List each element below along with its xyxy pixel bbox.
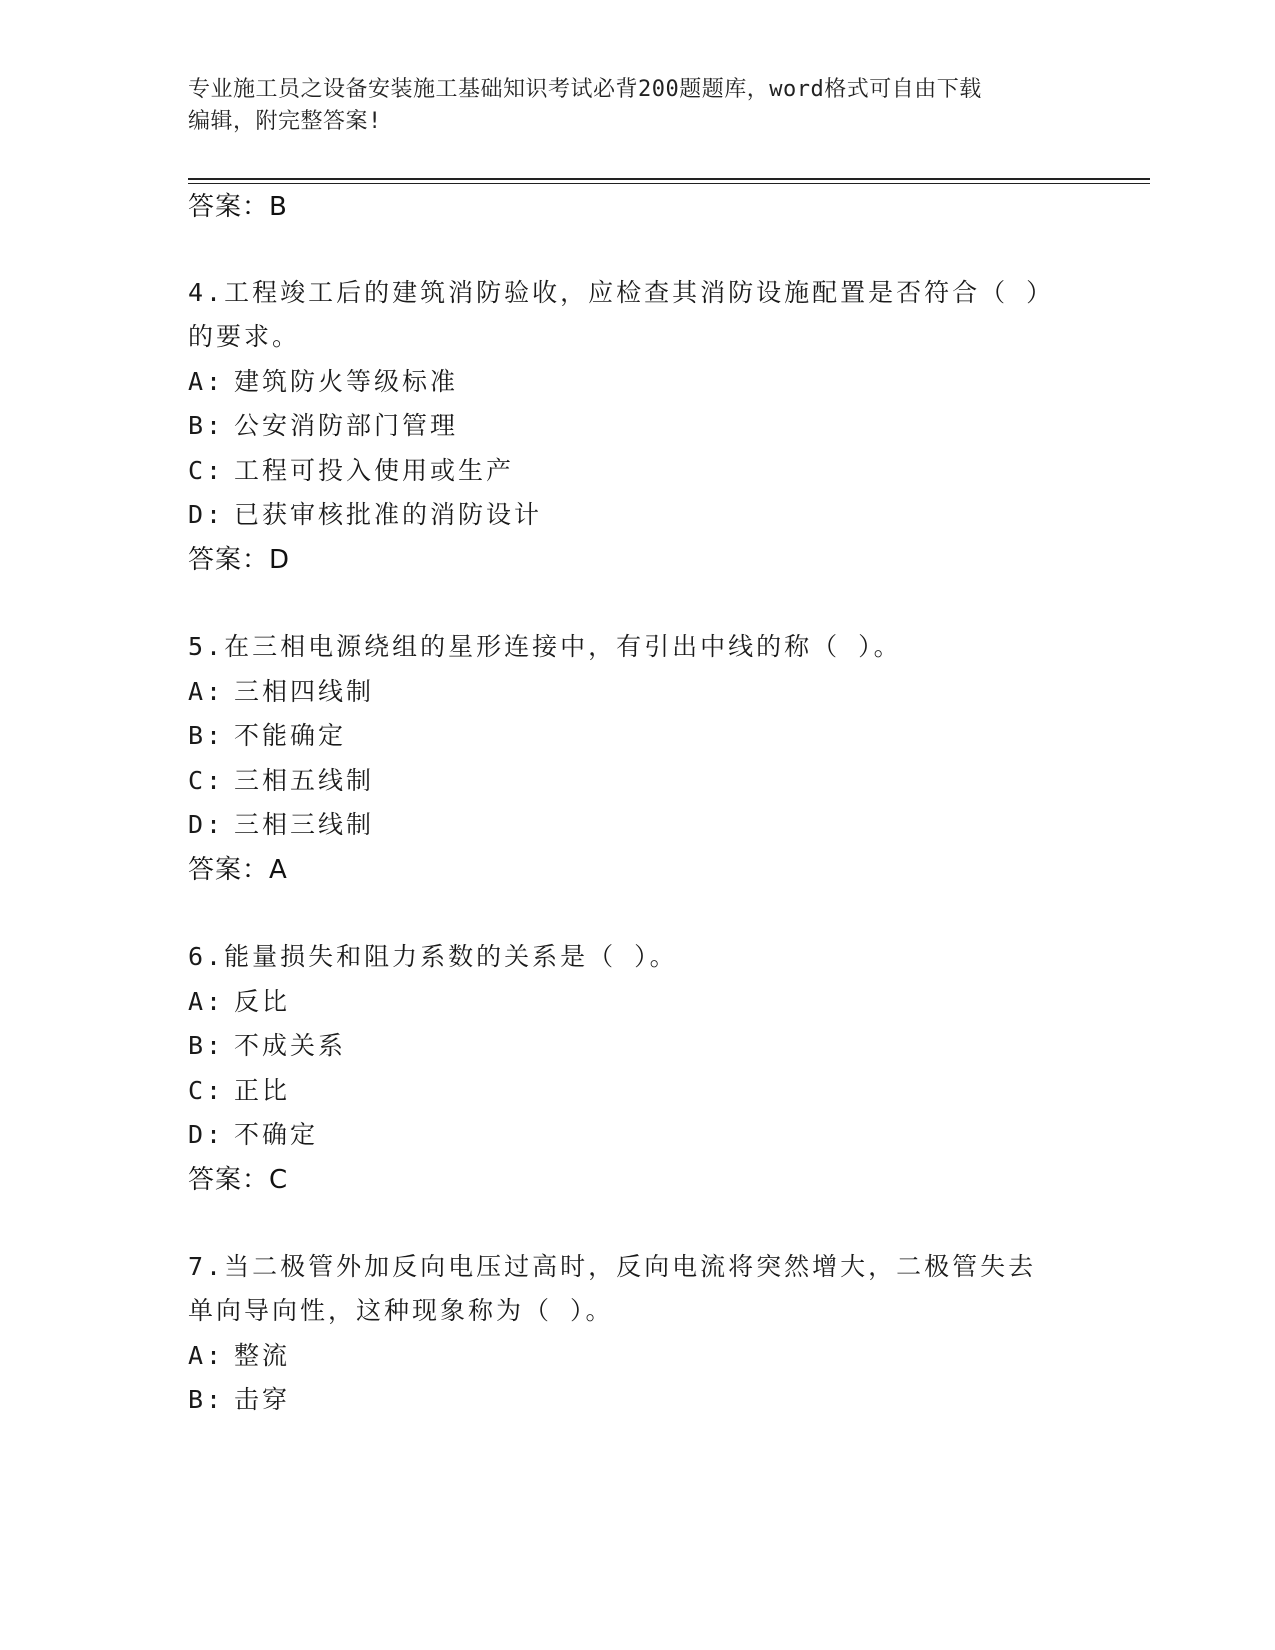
question-5-answer: 答案：A: [188, 855, 288, 885]
question-5-option-b: [188, 719, 346, 753]
question-5-option-c: [188, 764, 374, 798]
option-text: 三相四线制: [234, 677, 375, 706]
question-4-answer: 答案：D: [188, 545, 291, 575]
option-text: 不成关系: [234, 1031, 347, 1060]
option-key: A:: [188, 987, 225, 1016]
header-divider-thin: [188, 183, 1150, 184]
option-text: 不确定: [234, 1120, 319, 1149]
option-text: 三相五线制: [234, 766, 375, 795]
question-7-option-b: [188, 1383, 290, 1417]
question-4-stem-line-1: 4.工程竣工后的建筑消防验收，应检查其消防设施配置是否符合（ ）: [188, 278, 1055, 307]
document-header: [188, 74, 1068, 138]
option-text: 击穿: [234, 1385, 291, 1414]
option-key: C:: [188, 1076, 225, 1105]
option-key: B:: [188, 1385, 225, 1414]
option-key: A:: [188, 677, 225, 706]
question-4-option-a: [188, 365, 458, 399]
option-text: 反比: [234, 987, 291, 1016]
option-key: B:: [188, 411, 225, 440]
question-4-option-c: [188, 454, 514, 488]
option-text: 整流: [234, 1341, 291, 1370]
question-4-option-b: [188, 409, 458, 443]
question-7-option-a: [188, 1339, 290, 1373]
option-key: B:: [188, 721, 225, 750]
question-5-option-d: [188, 808, 374, 842]
question-5-stem-line-1: 5.在三相电源绕组的星形连接中，有引出中线的称（ ）。: [188, 632, 902, 661]
option-text: 工程可投入使用或生产: [234, 456, 515, 485]
previous-answer: 答案：B: [188, 192, 288, 222]
option-key: D:: [188, 810, 225, 839]
option-key: A:: [188, 367, 225, 396]
header-title-line-1: 专业施工员之设备安装施工基础知识考试必背200题题库，word格式可自由下载: [188, 77, 982, 102]
option-key: B:: [188, 1031, 225, 1060]
question-4-option-d: [188, 498, 542, 532]
option-text: 正比: [234, 1076, 291, 1105]
header-title-line-2: 编辑，附完整答案!: [188, 109, 382, 134]
question-7-stem-line-2: 单向导向性，这种现象称为（ ）。: [188, 1296, 614, 1325]
question-6-option-a: [188, 985, 290, 1019]
option-key: C:: [188, 766, 225, 795]
option-text: 公安消防部门管理: [234, 411, 459, 440]
question-7-stem-line-1: 7.当二极管外加反向电压过高时，反向电流将突然增大，二极管失去: [188, 1252, 1037, 1281]
question-4-stem-line-2: 的要求。: [188, 322, 301, 351]
option-key: C:: [188, 456, 225, 485]
question-5-option-a: [188, 675, 374, 709]
header-divider-thick: [188, 178, 1150, 180]
option-text: 不能确定: [234, 721, 347, 750]
question-6-option-c: [188, 1074, 290, 1108]
question-6-option-b: [188, 1029, 346, 1063]
option-text: 三相三线制: [234, 810, 375, 839]
option-text: 已获审核批准的消防设计: [234, 500, 543, 529]
option-key: A:: [188, 1341, 225, 1370]
option-key: D:: [188, 1120, 225, 1149]
option-text: 建筑防火等级标准: [234, 367, 459, 396]
question-6-option-d: [188, 1118, 318, 1152]
question-6-answer: 答案：C: [188, 1165, 289, 1195]
option-key: D:: [188, 500, 225, 529]
question-6-stem-line-1: 6.能量损失和阻力系数的关系是（ ）。: [188, 942, 678, 971]
